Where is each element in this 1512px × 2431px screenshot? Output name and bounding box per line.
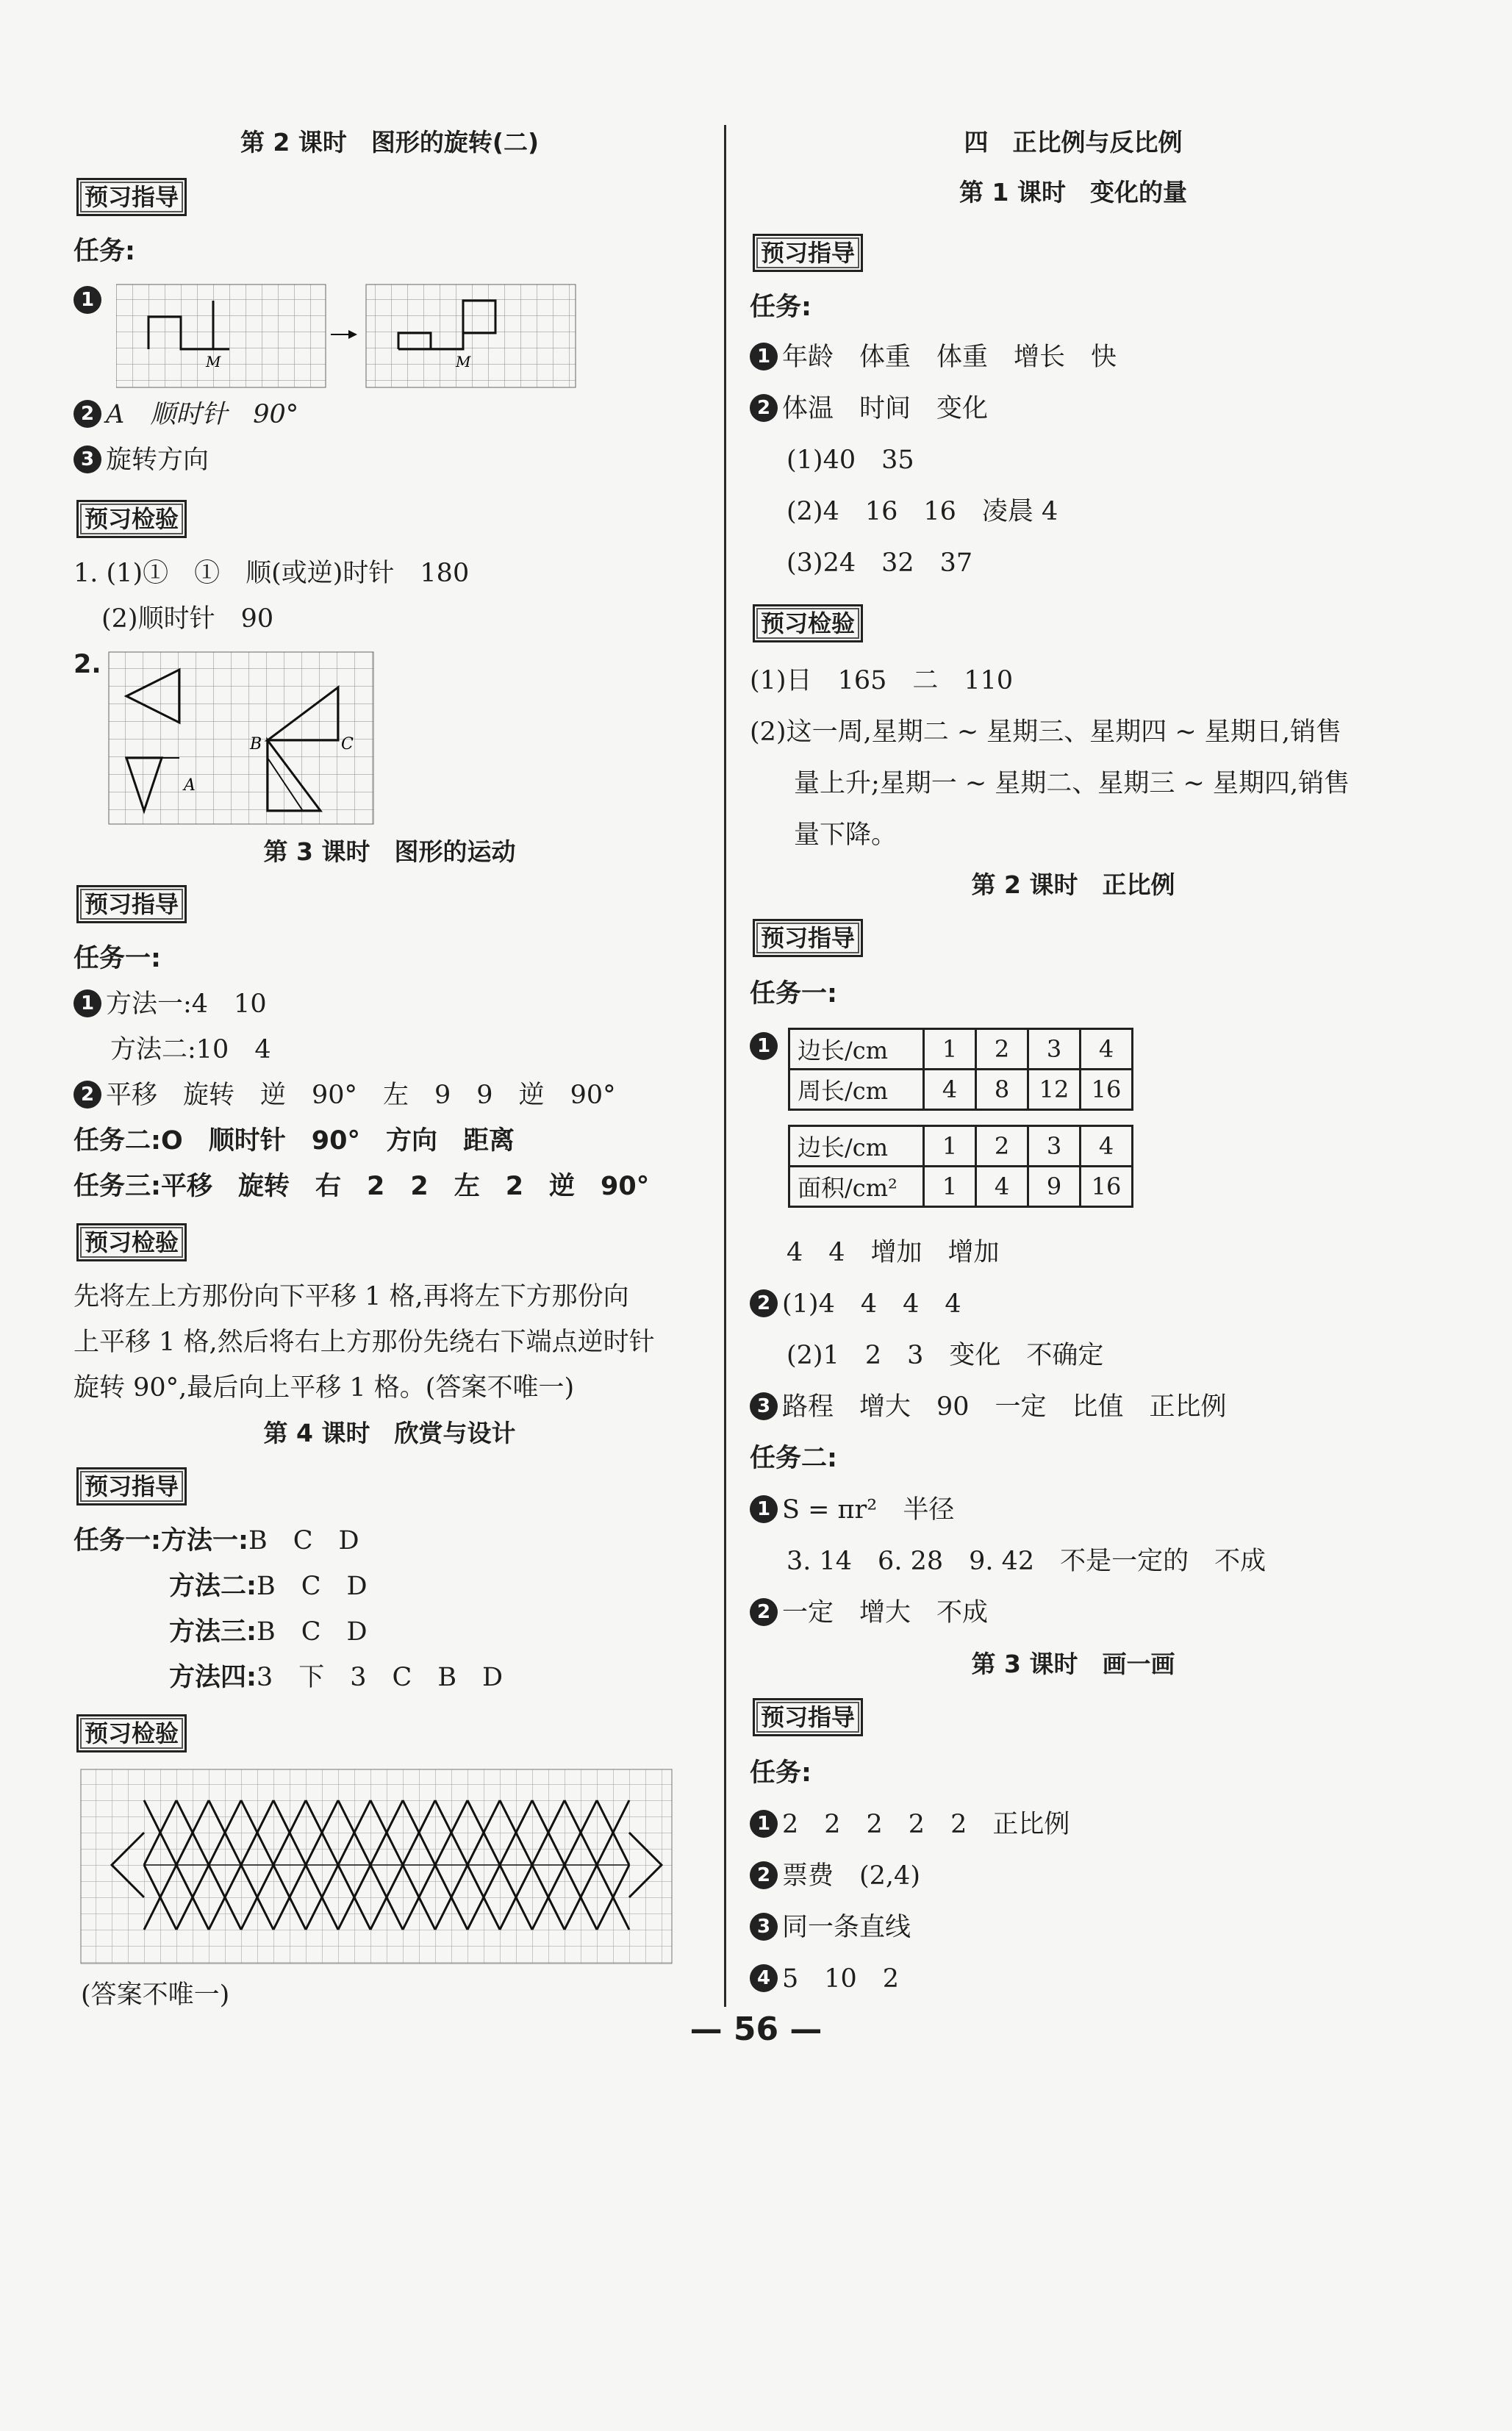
r1-item-1 bbox=[750, 340, 1117, 375]
item-1 bbox=[74, 283, 106, 318]
marker-1: 1 bbox=[750, 1495, 778, 1523]
label-a: A bbox=[184, 776, 196, 795]
table-row bbox=[789, 1167, 1133, 1207]
r2-item-2-text: (1)4 4 4 4 bbox=[782, 1289, 961, 1319]
l3-method-1: 方法一:4 10 bbox=[106, 989, 267, 1019]
marker-2: 2 bbox=[750, 1861, 778, 1889]
l4-method-1 bbox=[74, 1523, 359, 1558]
marker-2: 2 bbox=[74, 400, 101, 428]
item-3-text: 旋转方向 bbox=[106, 445, 209, 475]
r3-item-4 bbox=[750, 1961, 899, 1997]
check-1a: 1. (1)① ① 顺(或逆)时针 180 bbox=[74, 559, 470, 588]
lesson-4-title: 第 4 课时 欣赏与设计 bbox=[263, 1419, 516, 1447]
r1-item-1-text: 年龄 体重 体重 增长 快 bbox=[782, 343, 1117, 372]
l3-method-2: 方法二:10 4 bbox=[110, 1035, 271, 1064]
l4-m1-val: B C D bbox=[248, 1526, 359, 1555]
l4-note: (答案不唯一) bbox=[81, 1980, 230, 2010]
task1-label: 任务一: bbox=[74, 944, 161, 973]
r-preview-check-label: 预习检验 bbox=[753, 604, 863, 642]
r-task2-label: 任务二: bbox=[750, 1444, 837, 1473]
l4-m2-label: 方法二: bbox=[169, 1572, 257, 1601]
check-1b: (2)顺时针 90 bbox=[101, 604, 274, 634]
l3-item-1 bbox=[74, 987, 267, 1022]
marker-1: 1 bbox=[750, 1810, 778, 1838]
table-cell: 16 bbox=[1081, 1167, 1133, 1207]
marker-3: 3 bbox=[750, 1913, 778, 1941]
table-cell: 1 bbox=[924, 1029, 976, 1070]
table-cell: 8 bbox=[976, 1070, 1028, 1110]
r-preview-guide-label-3: 预习指导 bbox=[753, 1698, 863, 1736]
table-cell: 3 bbox=[1028, 1126, 1081, 1167]
r3-item-2-text: 票费 (2,4) bbox=[782, 1861, 920, 1891]
l3-para-2: 上平移 1 格,然后将右上方那份先绕右下端点逆时针 bbox=[74, 1328, 655, 1357]
r-lesson-2-title: 第 2 课时 正比例 bbox=[971, 870, 1175, 899]
area-table bbox=[788, 1125, 1133, 1208]
table-row bbox=[789, 1126, 1133, 1167]
r2-item-3-text: 路程 增大 90 一定 比值 正比例 bbox=[782, 1392, 1227, 1422]
label-m-2: M bbox=[456, 353, 471, 370]
label-c: C bbox=[341, 735, 354, 753]
triangle-grid-figure bbox=[107, 651, 376, 827]
preview-check-label-4: 预习检验 bbox=[76, 1714, 187, 1752]
r1-item-2 bbox=[750, 391, 988, 426]
label-m-1: M bbox=[206, 353, 221, 370]
l4-m3-label: 方法三: bbox=[169, 1617, 257, 1647]
r3-item-3-text: 同一条直线 bbox=[782, 1913, 911, 1942]
r3-item-4-text: 5 10 2 bbox=[782, 1964, 900, 1994]
r-task-label-3: 任务: bbox=[750, 1758, 811, 1788]
r1-sub-c: (3)24 32 37 bbox=[787, 548, 973, 578]
marker-1: 1 bbox=[750, 343, 778, 370]
table-cell: 1 bbox=[924, 1167, 976, 1207]
r3-item-2 bbox=[750, 1858, 920, 1894]
r1-check-1: (1)日 165 二 110 bbox=[750, 666, 1014, 695]
table-cell: 4 bbox=[924, 1070, 976, 1110]
table-cell: 4 bbox=[976, 1167, 1028, 1207]
r2-t2-item-1 bbox=[750, 1492, 954, 1528]
perimeter-table bbox=[788, 1028, 1133, 1111]
table-cell: 面积/cm² bbox=[789, 1167, 924, 1207]
preview-guide-label-4: 预习指导 bbox=[76, 1467, 187, 1505]
r2-t2-item-2 bbox=[750, 1595, 988, 1630]
marker-2: 2 bbox=[74, 1081, 101, 1109]
table-cell: 4 bbox=[1081, 1126, 1133, 1167]
marker-2: 2 bbox=[750, 394, 778, 422]
table-cell: 9 bbox=[1028, 1167, 1081, 1207]
marker-1: 1 bbox=[74, 286, 101, 314]
table-cell: 边长/cm bbox=[789, 1029, 924, 1070]
l4-m3-val: B C D bbox=[257, 1617, 368, 1647]
table-cell: 16 bbox=[1081, 1070, 1133, 1110]
r1-item-2-text: 体温 时间 变化 bbox=[782, 394, 989, 423]
preview-check-label: 预习检验 bbox=[76, 500, 187, 538]
table-row bbox=[789, 1070, 1133, 1110]
item-3 bbox=[74, 443, 209, 478]
item-2-text: A 顺时针 90° bbox=[106, 400, 299, 429]
table-row bbox=[789, 1029, 1133, 1070]
r2-item-1 bbox=[750, 1029, 782, 1064]
table-cell: 2 bbox=[976, 1029, 1028, 1070]
r2-t2-item-1b: 3. 14 6. 28 9. 42 不是一定的 不成 bbox=[787, 1547, 1266, 1576]
l3-task-3: 任务三:平移 旋转 右 2 2 左 2 逆 90° bbox=[74, 1172, 650, 1201]
pattern-design-figure bbox=[79, 1768, 675, 1966]
r2-item-2b: (2)1 2 3 变化 不确定 bbox=[787, 1341, 1104, 1370]
r2-item-2 bbox=[750, 1286, 961, 1322]
marker-3: 3 bbox=[74, 445, 101, 473]
table-cell: 2 bbox=[976, 1126, 1028, 1167]
l4-m4-val: 3 下 3 C B D bbox=[257, 1663, 504, 1692]
table-cell: 12 bbox=[1028, 1070, 1081, 1110]
r3-item-1-text: 2 2 2 2 2 正比例 bbox=[782, 1810, 1070, 1839]
preview-guide-label-3: 预习指导 bbox=[76, 885, 187, 923]
preview-check-label-3: 预习检验 bbox=[76, 1223, 187, 1261]
marker-2: 2 bbox=[750, 1598, 778, 1626]
r1-check-2c: 量下降。 bbox=[794, 820, 897, 850]
r-lesson-3-title: 第 3 课时 画一画 bbox=[971, 1650, 1175, 1678]
r2-item-3 bbox=[750, 1389, 1227, 1425]
unit-title: 四 正比例与反比例 bbox=[964, 128, 1183, 157]
table-cell: 4 bbox=[1081, 1029, 1133, 1070]
table-cell: 边长/cm bbox=[789, 1126, 924, 1167]
lesson-3-title: 第 3 课时 图形的运动 bbox=[263, 837, 516, 866]
table-cell: 3 bbox=[1028, 1029, 1081, 1070]
l4-m4-label: 方法四: bbox=[169, 1663, 257, 1692]
r-task1-label: 任务一: bbox=[750, 979, 837, 1009]
rotation-grid-figure bbox=[116, 283, 638, 390]
marker-1: 1 bbox=[74, 989, 101, 1017]
r-task-label: 任务: bbox=[750, 293, 811, 322]
page-number: — 56 — bbox=[689, 2011, 823, 2048]
r1-sub-a: (1)40 35 bbox=[787, 445, 914, 475]
r1-check-2b: 量上升;星期一 ~ 星期二、星期三 ~ 星期四,销售 bbox=[794, 769, 1350, 798]
r2-t2-item-1-text: S = πr² 半径 bbox=[782, 1495, 955, 1525]
r-preview-guide-label: 预习指导 bbox=[753, 234, 863, 272]
table-cell: 1 bbox=[924, 1126, 976, 1167]
l4-m1-label: 任务一:方法一: bbox=[74, 1526, 248, 1555]
r-lesson-1-title: 第 1 课时 变化的量 bbox=[959, 178, 1187, 207]
l3-item-2 bbox=[74, 1078, 616, 1113]
r2-t2-item-2-text: 一定 增大 不成 bbox=[782, 1598, 989, 1628]
marker-1: 1 bbox=[750, 1032, 778, 1060]
r3-item-3 bbox=[750, 1910, 911, 1945]
l4-method-4 bbox=[169, 1660, 503, 1695]
check-2: 2. bbox=[74, 650, 101, 679]
task-label: 任务: bbox=[74, 237, 135, 266]
table-cell: 周长/cm bbox=[789, 1070, 924, 1110]
l3-para-1: 先将左上方那份向下平移 1 格,再将左下方那份向 bbox=[74, 1282, 629, 1311]
label-b: B bbox=[250, 735, 262, 753]
r1-sub-b: (2)4 16 16 凌晨 4 bbox=[787, 497, 1058, 526]
column-divider bbox=[724, 125, 726, 2007]
r2-after-tables: 4 4 增加 增加 bbox=[787, 1238, 1000, 1267]
marker-4: 4 bbox=[750, 1964, 778, 1992]
l3-item-2-text: 平移 旋转 逆 90° 左 9 9 逆 90° bbox=[106, 1081, 616, 1110]
l4-method-3 bbox=[169, 1614, 368, 1650]
l4-method-2 bbox=[169, 1569, 368, 1604]
l3-para-3: 旋转 90°,最后向上平移 1 格。(答案不唯一) bbox=[74, 1373, 575, 1403]
r1-check-2a: (2)这一周,星期二 ~ 星期三、星期四 ~ 星期日,销售 bbox=[750, 717, 1341, 747]
lesson-2-title: 第 2 课时 图形的旋转(二) bbox=[240, 128, 540, 157]
marker-3: 3 bbox=[750, 1392, 778, 1420]
preview-guide-label: 预习指导 bbox=[76, 178, 187, 216]
l4-m2-val: B C D bbox=[257, 1572, 368, 1601]
r3-item-1 bbox=[750, 1807, 1069, 1842]
marker-2: 2 bbox=[750, 1289, 778, 1317]
r-preview-guide-label-2: 预习指导 bbox=[753, 919, 863, 957]
item-2 bbox=[74, 397, 298, 432]
l3-task-2: 任务二:O 顺时针 90° 方向 距离 bbox=[74, 1126, 515, 1156]
